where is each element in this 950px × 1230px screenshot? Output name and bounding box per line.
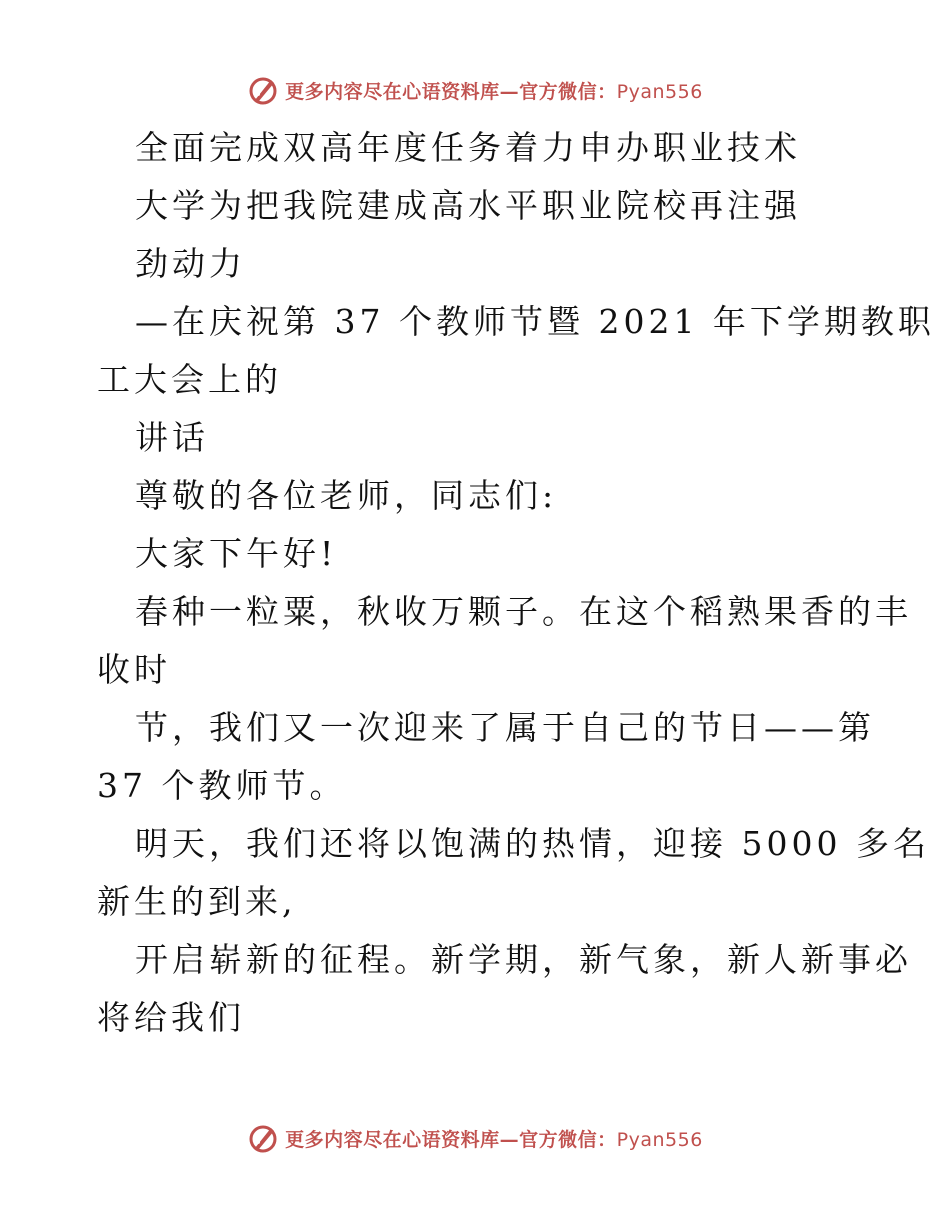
- doc-line: 大学为把我院建成高水平职业院校再注强: [135, 186, 801, 225]
- footer-watermark: [0, 1118, 950, 1158]
- doc-line: 37 个教师节。: [97, 766, 347, 805]
- doc-line: 春种一粒粟，秋收万颗子。在这个稻熟果香的丰: [135, 592, 912, 631]
- header-watermark-text: 更多内容尽在心语资料库—官方微信：Pyan556: [285, 80, 703, 103]
- footer-watermark-text: 更多内容尽在心语资料库—官方微信：Pyan556: [285, 1128, 703, 1151]
- doc-line: 大家下午好!: [135, 534, 338, 573]
- doc-line: 讲话: [135, 418, 209, 457]
- doc-line: 劲动力: [135, 244, 246, 283]
- header-watermark: [0, 70, 950, 110]
- doc-line: 节，我们又一次迎来了属于自己的节日——第: [135, 708, 875, 747]
- doc-line: 收时: [97, 650, 171, 689]
- doc-line: 明天，我们还将以饱满的热情，迎接 5000 多名: [135, 824, 930, 863]
- footer-wechat-id: Pyan556: [616, 1128, 703, 1151]
- quill-logo-icon: [247, 74, 279, 106]
- doc-line: 开启崭新的征程。新学期，新气象，新人新事必: [135, 940, 912, 979]
- header-wechat-id: Pyan556: [616, 80, 703, 103]
- doc-line: 全面完成双高年度任务着力申办职业技术: [135, 128, 801, 167]
- quill-logo-icon: [247, 1122, 279, 1154]
- doc-line: —在庆祝第 37 个教师节暨 2021 年下学期教职: [135, 302, 935, 341]
- doc-line: 将给我们: [97, 998, 245, 1037]
- doc-line: 新生的到来,: [97, 882, 297, 921]
- doc-line: 尊敬的各位老师，同志们:: [135, 476, 558, 515]
- doc-line: 工大会上的: [97, 360, 282, 399]
